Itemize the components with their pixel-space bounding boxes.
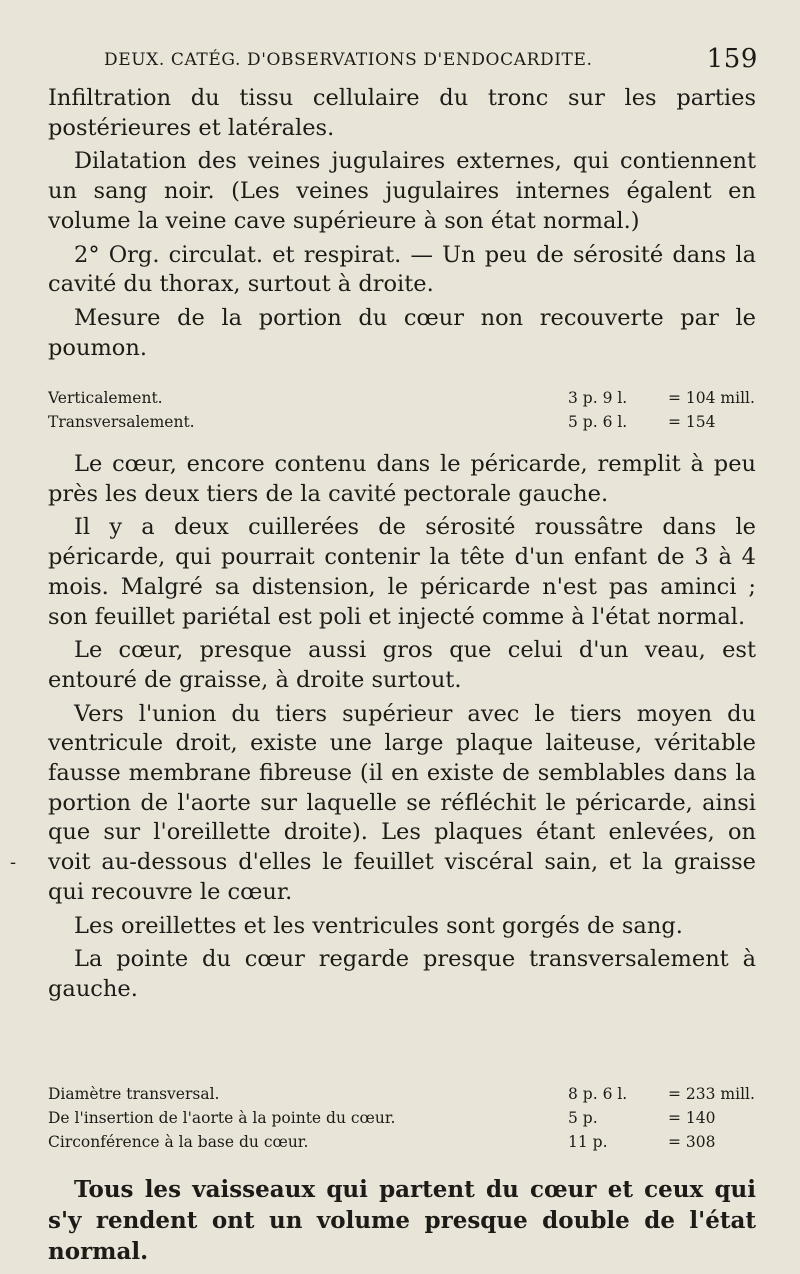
paragraph: Les oreillettes et les ventricules sont gorgés de sang. <box>74 912 683 939</box>
page-number: 159 <box>706 44 758 74</box>
table-row <box>48 386 756 410</box>
row-mm: = 154 <box>668 413 716 431</box>
paragraph: La pointe du cœur regarde presque transversalement à gauche. <box>48 946 756 1002</box>
row-label: Circonférence à la base du cœur. <box>48 1133 309 1151</box>
paragraph: Le cœur, encore contenu dans le péricarde, remplit à peu près les deux tiers de la cavité pectorale gauche. <box>48 451 756 507</box>
paragraph: Mesure de la portion du cœur non recouverte par le poumon. <box>48 304 756 361</box>
text-block-top <box>48 84 756 367</box>
row-mm: = 140 <box>668 1109 716 1127</box>
measurement-table-2 <box>48 1082 756 1154</box>
row-mm: = 233 mill. <box>668 1085 755 1103</box>
table-row <box>48 1082 756 1106</box>
row-label: Diamètre transversal. <box>48 1085 220 1103</box>
closing-paragraph: Tous les vaisseaux qui partent du cœur et ceux qui s'y rendent ont un volume presque double de l'état normal. <box>48 1176 756 1265</box>
row-label: Verticalement. <box>48 389 163 407</box>
paragraph: Infiltration du tissu cellulaire du tronc sur les parties postérieures et latérales. <box>48 85 756 141</box>
table-row <box>48 410 756 434</box>
table-row <box>48 1106 756 1130</box>
paragraph: Le cœur, presque aussi gros que celui d'un veau, est entouré de graisse, à droite surtout. <box>48 637 756 693</box>
row-label: Transversalement. <box>48 413 195 431</box>
paragraph: Vers l'union du tiers supérieur avec le tiers moyen du ventricule droit, existe une large plaque laiteuse, véritable fausse membrane fibreuse (il en existe de semblables dans la portion de l'aorte sur laquelle se réfléchit le péricarde, ainsi que sur l'oreillette droite). Les plaques étant enlevées, on voit au-dessous d'elles le feuillet viscéral sain, et la graisse qui recouvre le cœur. <box>48 700 756 905</box>
measurement-table-1 <box>48 386 756 434</box>
paragraph: 2° Org. circulat. et respirat. — Un peu de sérosité dans la cavité du thorax, surtout à droite. <box>48 241 756 298</box>
running-header <box>104 44 758 78</box>
margin-mark: - <box>10 852 17 873</box>
row-measure: 5 p. <box>568 1109 598 1127</box>
row-mm: = 308 <box>668 1133 716 1151</box>
paragraph: Il y a deux cuillerées de sérosité roussâtre dans le péricarde, qui pourrait contenir la tête d'un enfant de 3 à 4 mois. Malgré sa distension, le péricarde n'est pas aminci ; son feuillet pariétal est poli et injecté comme à l'état normal. <box>48 514 756 630</box>
row-mm: = 104 mill. <box>668 389 755 407</box>
row-measure: 11 p. <box>568 1133 608 1151</box>
header-title: DEUX. CATÉG. D'OBSERVATIONS D'ENDOCARDITE. <box>104 50 593 70</box>
table-row <box>48 1130 756 1154</box>
row-measure: 5 p. 6 l. <box>568 413 628 431</box>
paragraph: Dilatation des veines jugulaires externes, qui contiennent un sang noir. (Les veines jugulaires internes égalent en volume la veine cave supérieure à son état normal.) <box>48 148 756 234</box>
row-label: De l'insertion de l'aorte à la pointe du cœur. <box>48 1109 396 1127</box>
text-block-middle <box>48 450 756 1009</box>
row-measure: 8 p. 6 l. <box>568 1085 628 1103</box>
row-measure: 3 p. 9 l. <box>568 389 628 407</box>
